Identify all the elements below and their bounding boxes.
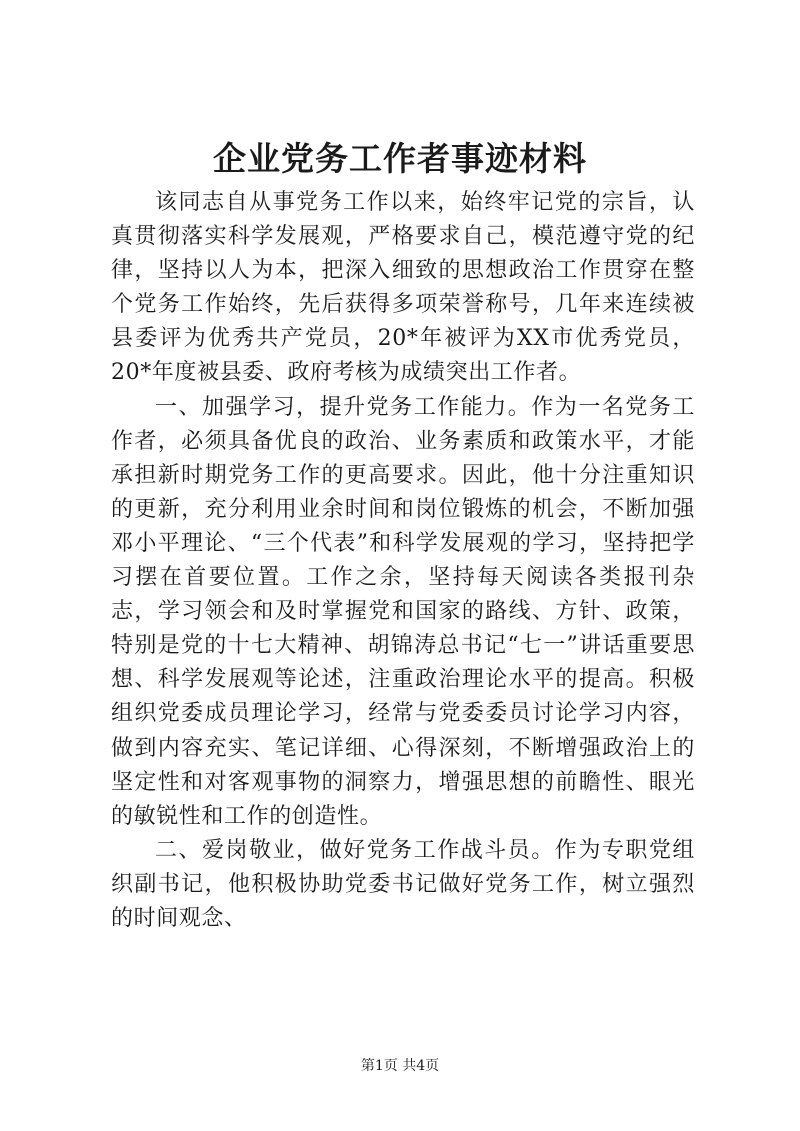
paragraph-intro: 该同志自从事党务工作以来，始终牢记党的宗旨，认真贯彻落实科学发展观，严格要求自己，模范遵守党的纪律，坚持以人为本，把深入细致的思想政治工作贯穿在整个党务工作始终，先后获得多项荣誉称号，几年来连续被县委评为优秀共产党员，20*年被评为XX市优秀党员，20*年度被县委、政府考核为成绩突出工作者。	[111, 190, 695, 386]
paragraph-section-2: 二、爱岗敬业，做好党务工作战斗员。作为专职党组织副书记，他积极协助党委书记做好党务工作，树立强烈的时间观念、	[111, 837, 695, 931]
paragraph-section-1: 一、加强学习，提升党务工作能力。作为一名党务工作者，必须具备优良的政治、业务素质和政策水平，才能承担新时期党务工作的更高要求。因此，他十分注重知识的更新，充分利用业余时间和岗位锻炼的机会，不断加强邓小平理论、“三个代表”和科学发展观的学习，坚持把学习摆在首要位置。工作之余，坚持每天阅读各类报刊杂志，学习领会和及时掌握党和国家的路线、方针、政策，特别是党的十七大精神、胡锦涛总书记“七一”讲话重要思想、科学发展观等论述，注重政治理论水平的提高。积极组织党委成员理论学习，经常与党委委员讨论学习内容，做到内容充实、笔记详细、心得深刻，不断增强政治上的坚定性和对客观事物的洞察力，增强思想的前瞻性、眼光的敏锐性和工作的创造性。	[111, 394, 695, 829]
page-number-footer: 第1页 共4页	[360, 1058, 440, 1074]
document-body	[111, 186, 695, 936]
document-title: 企业党务工作者事迹材料	[213, 139, 587, 178]
